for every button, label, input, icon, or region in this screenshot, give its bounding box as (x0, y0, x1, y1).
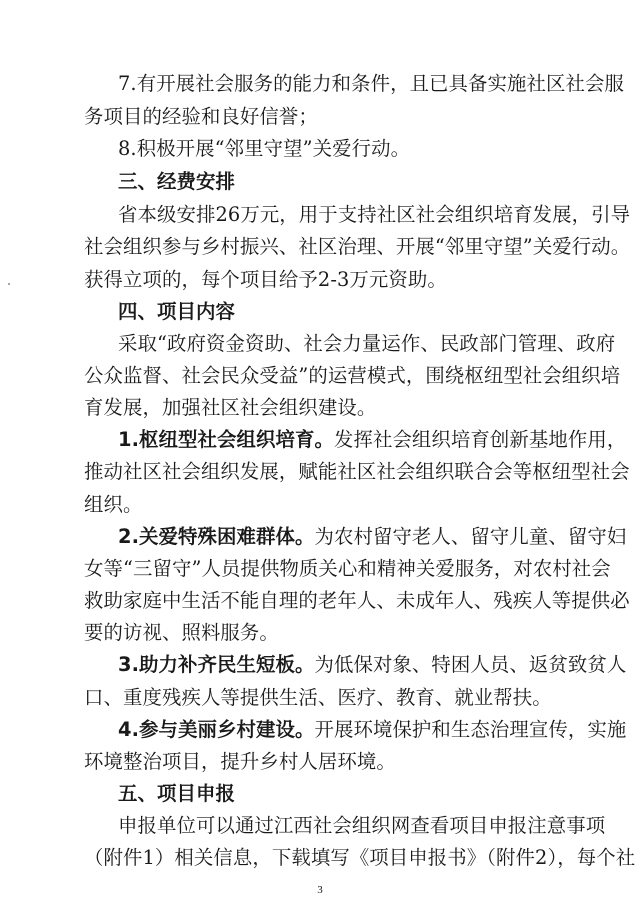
section-heading: 四、项目内容 (118, 300, 235, 323)
text-line: 公众监督、社会民众受益”的运营模式，围绕枢纽型社会组织培 (84, 364, 621, 387)
text-line: 省本级安排26万元，用于支持社区社会组织培育发展，引导 (118, 203, 631, 226)
text-line (118, 651, 627, 679)
text-line (118, 716, 627, 744)
scan-speck (8, 283, 10, 285)
item-title: 2.关爱特殊困难群体。 (118, 525, 315, 548)
item-text: 为农村留守老人、留守儿童、留守妇 (314, 525, 627, 548)
text-line: 采取“政府资金资助、社会力量运作、民政部门管理、政府 (118, 332, 616, 355)
section-heading: 五、项目申报 (118, 782, 235, 805)
text-line: 申报单位可以通过江西社会组织网查看项目申报注意事项 (118, 814, 606, 837)
text-line: 8.积极开展“邻里守望”关爱行动。 (118, 137, 411, 160)
text-line: 务项目的经验和良好信誉； (84, 105, 318, 128)
text-line: 口、重度残疾人等提供生活、医疗、教育、就业帮扶。 (84, 686, 552, 709)
text-line: 环境整治项目，提升乡村人居环境。 (84, 750, 396, 773)
item-title: 1.枢纽型社会组织培育。 (118, 428, 334, 451)
item-text: 为低保对象、特困人员、返贫致贫人 (314, 653, 627, 676)
text-line: 推动社区社会组织发展，赋能社区社会组织联合会等枢纽型社会 (84, 460, 630, 483)
text-line: （附件1）相关信息，下载填写《项目申报书》（附件2），每个社 (84, 846, 636, 869)
text-line: 救助家庭中生活不能自理的老年人、未成年人、残疾人等提供必 (84, 589, 630, 612)
item-title: 4.参与美丽乡村建设。 (118, 718, 315, 741)
page-number: 3 (317, 884, 323, 896)
text-line: 7.有开展社会服务的能力和条件，且已具备实施社区社会服 (118, 72, 624, 95)
section-heading: 三、经费安排 (118, 170, 235, 193)
text-line (118, 426, 627, 454)
text-line: 组织。 (84, 493, 143, 516)
text-line (118, 523, 627, 551)
text-line: 社会组织参与乡村振兴、社区治理、开展“邻里守望”关爱行动。 (84, 235, 631, 258)
text-line: 女等“三留守”人员提供物质关心和精神关爱服务，对农村社会 (84, 557, 611, 580)
text-line: 要的访视、照料服务。 (84, 621, 279, 644)
item-text: 开展环境保护和生态治理宣传，实施 (314, 718, 627, 741)
item-text: 发挥社会组织培育创新基地作用， (333, 428, 627, 451)
text-line: 获得立项的，每个项目给予2-3万元资助。 (84, 268, 447, 291)
text-line: 育发展，加强社区社会组织建设。 (84, 396, 377, 419)
item-title: 3.助力补齐民生短板。 (118, 653, 315, 676)
